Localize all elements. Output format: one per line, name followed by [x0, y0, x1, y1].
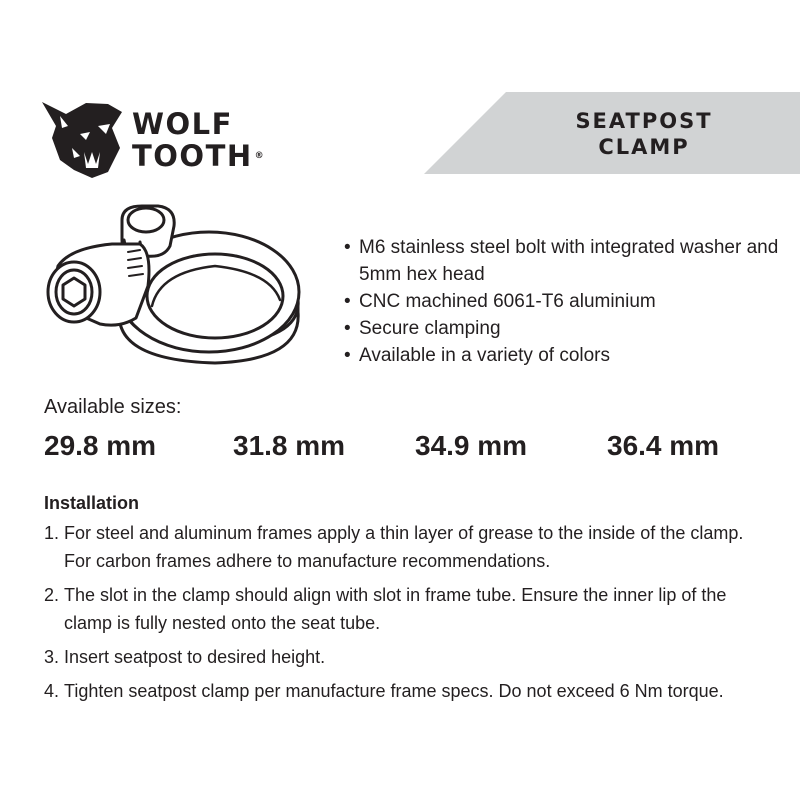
brand-logo	[40, 98, 280, 180]
installation-steps	[44, 519, 774, 711]
title-line1: SEATPOST	[575, 109, 713, 133]
step-text: The slot in the clamp should align with slot in frame tube. Ensure the inner lip of the clamp is fully nested onto the seat tube.	[64, 585, 727, 633]
step-number: 4.	[44, 681, 60, 701]
size-value: 31.8 mm	[233, 430, 346, 461]
brand-line2	[132, 140, 264, 172]
feature-item: • Secure clamping	[344, 315, 784, 342]
wolf-head-icon	[40, 98, 124, 180]
sizes-label: Available sizes:	[44, 396, 182, 418]
installation-step	[44, 581, 774, 637]
step-number: 2.	[44, 585, 60, 605]
step-text: Insert seatpost to desired height.	[64, 647, 326, 667]
brand-line2-text: TOOTH	[132, 139, 253, 173]
installation-step	[44, 677, 774, 705]
registered-mark: ®	[254, 151, 264, 161]
seatpost-clamp-icon	[40, 200, 310, 380]
size-value: 34.9 mm	[415, 430, 528, 461]
size-value: 29.8 mm	[44, 430, 157, 461]
step-number: 3.	[44, 647, 60, 667]
feature-list	[344, 234, 784, 369]
brand-wordmark	[132, 108, 264, 172]
installation-step	[44, 643, 774, 671]
size-value: 36.4 mm	[607, 430, 720, 461]
installation-step	[44, 519, 774, 575]
title-banner	[424, 92, 800, 174]
installation-heading: Installation	[44, 493, 140, 513]
title-line2: CLAMP	[598, 135, 690, 159]
step-number: 1.	[44, 523, 60, 543]
feature-item: • M6 stainless steel bolt with integrated washer and 5mm hex head	[344, 234, 784, 288]
step-text: Tighten seatpost clamp per manufacture frame specs. Do not exceed 6 Nm torque.	[64, 681, 724, 701]
sizes-row	[44, 428, 764, 464]
page-title	[524, 108, 764, 160]
step-text: For steel and aluminum frames apply a thin layer of grease to the inside of the clamp. For carbon frames adhere to manufacture recommendations.	[64, 523, 744, 571]
feature-item: • CNC machined 6061-T6 aluminium	[344, 288, 784, 315]
brand-line1: WOLF	[132, 107, 233, 141]
feature-item: • Available in a variety of colors	[344, 342, 784, 369]
